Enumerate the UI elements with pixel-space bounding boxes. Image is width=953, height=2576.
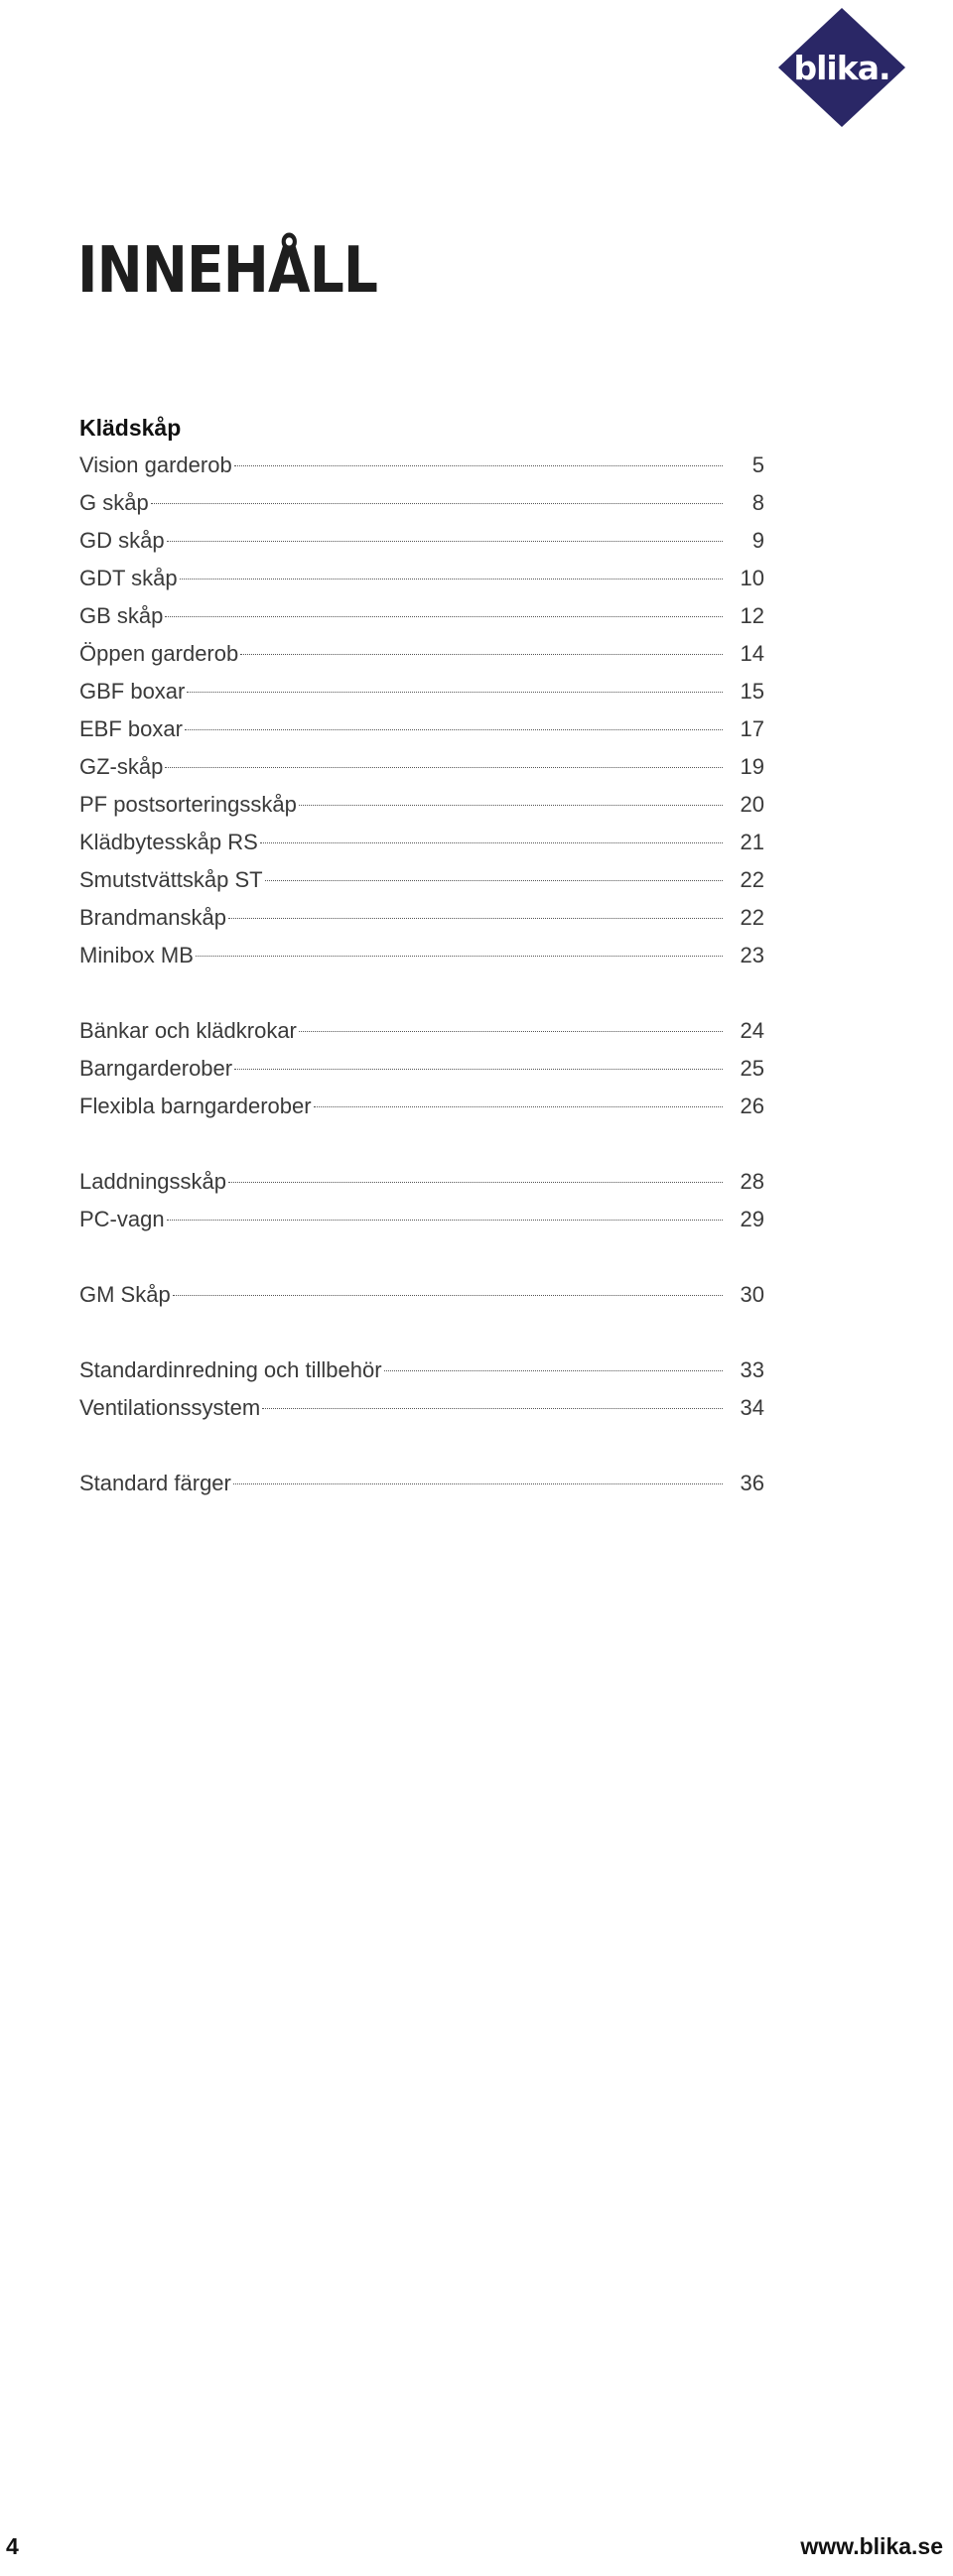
toc-entry-label: GB skåp — [79, 603, 164, 628]
toc-entry-label: PF postsorteringsskåp — [79, 792, 297, 817]
toc-group — [79, 447, 764, 974]
toc-entry[interactable] — [79, 1050, 764, 1088]
toc-entry-page: 10 — [740, 566, 764, 590]
toc-entry[interactable] — [79, 861, 764, 899]
toc-entry-page: 30 — [740, 1282, 764, 1307]
toc-entry-label: Vision garderob — [79, 452, 232, 477]
toc-entry-page: 36 — [740, 1471, 764, 1495]
logo-text: blika. — [793, 48, 890, 87]
toc-entry[interactable] — [79, 1465, 764, 1502]
toc-dot-leader — [165, 767, 723, 768]
toc-entry-page: 26 — [740, 1094, 764, 1118]
toc-entry-label: Standardinredning och tillbehör — [79, 1357, 382, 1382]
toc-entry[interactable] — [79, 748, 764, 786]
page-title: INNEHÅLL — [77, 234, 378, 308]
toc-entry-label: Barngarderober — [79, 1056, 233, 1081]
table-of-contents — [79, 409, 764, 1502]
toc-entry-label: GD skåp — [79, 528, 165, 553]
toc-entry[interactable] — [79, 673, 764, 710]
toc-entry-page: 15 — [740, 679, 764, 704]
toc-group — [79, 1163, 764, 1238]
toc-entry-label: Laddningsskåp — [79, 1169, 227, 1194]
toc-entry-label: GZ-skåp — [79, 754, 164, 779]
toc-entry-label: Klädbytesskåp RS — [79, 830, 258, 854]
toc-entry-page: 22 — [740, 867, 764, 892]
toc-entry[interactable] — [79, 710, 764, 748]
toc-dot-leader — [384, 1370, 723, 1371]
toc-entry-page: 20 — [740, 792, 764, 817]
toc-entry[interactable] — [79, 484, 764, 522]
toc-entry-label: PC-vagn — [79, 1207, 165, 1231]
toc-group-spacer — [79, 1125, 764, 1163]
toc-entry-label: GBF boxar — [79, 679, 186, 704]
toc-entry[interactable] — [79, 1389, 764, 1427]
toc-section-heading: Klädskåp — [79, 415, 182, 441]
toc-entry-page: 34 — [740, 1395, 764, 1420]
toc-dot-leader — [165, 616, 723, 617]
toc-dot-leader — [240, 654, 723, 655]
toc-dot-leader — [233, 1483, 723, 1484]
toc-dot-leader — [196, 956, 723, 957]
toc-entry-page: 17 — [740, 716, 764, 741]
toc-dot-leader — [185, 729, 723, 730]
footer-url: www.blika.se — [800, 2533, 943, 2559]
toc-dot-leader — [167, 541, 723, 542]
toc-entry[interactable] — [79, 786, 764, 824]
toc-entry[interactable] — [79, 1276, 764, 1314]
toc-group-spacer — [79, 974, 764, 1012]
toc-group — [79, 1352, 764, 1427]
footer-page-number: 4 — [6, 2533, 19, 2559]
toc-entry-page: 22 — [740, 905, 764, 930]
toc-dot-leader — [167, 1220, 723, 1221]
toc-entry-label: G skåp — [79, 490, 149, 515]
toc-dot-leader — [173, 1295, 723, 1296]
toc-groups — [79, 447, 764, 1502]
toc-entry-page: 21 — [740, 830, 764, 854]
toc-entry-label: GDT skåp — [79, 566, 178, 590]
toc-entry[interactable] — [79, 1012, 764, 1050]
toc-entry-page: 25 — [740, 1056, 764, 1081]
toc-dot-leader — [228, 1182, 723, 1183]
toc-entry-label: GM Skåp — [79, 1282, 171, 1307]
toc-dot-leader — [265, 880, 723, 881]
toc-entry-page: 28 — [740, 1169, 764, 1194]
toc-entry-label: EBF boxar — [79, 716, 183, 741]
toc-entry[interactable] — [79, 824, 764, 861]
toc-entry[interactable] — [79, 899, 764, 937]
toc-entry-label: Smutstvättskåp ST — [79, 867, 263, 892]
blika-logo — [778, 8, 905, 127]
toc-entry-label: Brandmanskåp — [79, 905, 226, 930]
toc-dot-leader — [151, 503, 723, 504]
toc-entry[interactable] — [79, 1163, 764, 1201]
toc-entry-page: 12 — [740, 603, 764, 628]
toc-entry-label: Minibox MB — [79, 943, 194, 967]
toc-entry-page: 23 — [740, 943, 764, 967]
toc-entry-page: 24 — [740, 1018, 764, 1043]
toc-entry-page: 33 — [740, 1357, 764, 1382]
toc-group — [79, 1276, 764, 1314]
toc-group-spacer — [79, 1427, 764, 1465]
toc-dot-leader — [314, 1106, 723, 1107]
toc-entry-page: 14 — [740, 641, 764, 666]
toc-dot-leader — [262, 1408, 723, 1409]
toc-group-spacer — [79, 1238, 764, 1276]
toc-entry[interactable] — [79, 560, 764, 597]
toc-entry[interactable] — [79, 522, 764, 560]
toc-dot-leader — [187, 692, 723, 693]
toc-dot-leader — [180, 579, 723, 580]
toc-entry[interactable] — [79, 1201, 764, 1238]
toc-group — [79, 1465, 764, 1502]
toc-entry[interactable] — [79, 1088, 764, 1125]
toc-entry[interactable] — [79, 1352, 764, 1389]
toc-dot-leader — [299, 805, 723, 806]
toc-entry-page: 9 — [751, 528, 764, 553]
toc-entry[interactable] — [79, 447, 764, 484]
toc-entry-page: 8 — [751, 490, 764, 515]
toc-entry[interactable] — [79, 635, 764, 673]
toc-entry-label: Flexibla barngarderober — [79, 1094, 312, 1118]
toc-entry-label: Ventilationssystem — [79, 1395, 261, 1420]
toc-entry[interactable] — [79, 937, 764, 974]
toc-dot-leader — [234, 465, 723, 466]
toc-entry-label: Öppen garderob — [79, 641, 239, 666]
toc-dot-leader — [228, 918, 723, 919]
toc-dot-leader — [234, 1069, 723, 1070]
toc-entry-page: 5 — [751, 452, 764, 477]
toc-entry[interactable] — [79, 597, 764, 635]
toc-entry-page: 29 — [740, 1207, 764, 1231]
toc-entry-page: 19 — [740, 754, 764, 779]
toc-group-spacer — [79, 1314, 764, 1352]
toc-dot-leader — [299, 1031, 723, 1032]
toc-entry-label: Bänkar och klädkrokar — [79, 1018, 297, 1043]
toc-entry-label: Standard färger — [79, 1471, 231, 1495]
toc-group — [79, 1012, 764, 1125]
toc-dot-leader — [260, 842, 723, 843]
